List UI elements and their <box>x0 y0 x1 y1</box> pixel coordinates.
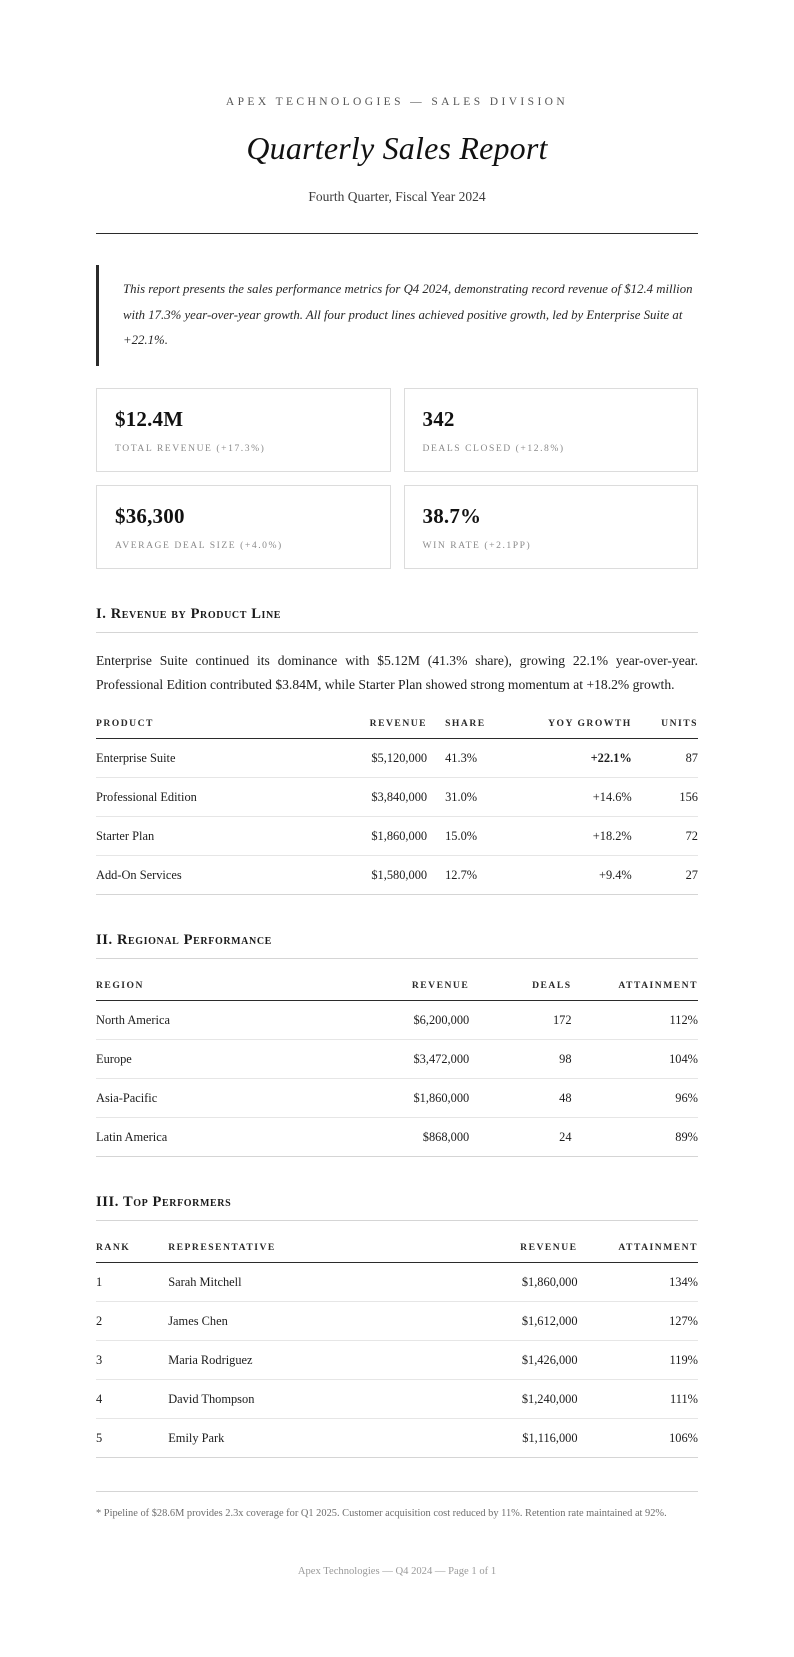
cell-name: Sarah Mitchell <box>168 1263 433 1302</box>
column-header-revenue: REVENUE <box>337 980 469 1001</box>
regional-performance-table <box>96 980 698 1157</box>
cell-region: North America <box>96 1001 337 1040</box>
cell-rank: 1 <box>96 1263 168 1302</box>
column-header-deals: DEALS <box>469 980 571 1001</box>
column-header-revenue: REVENUE <box>319 718 427 739</box>
cell-revenue: $1,116,000 <box>433 1419 577 1458</box>
kpi-value: 342 <box>422 406 455 431</box>
cell-name: David Thompson <box>168 1380 433 1419</box>
cell-yoy-growth: +18.2% <box>517 817 631 856</box>
cell-region: Europe <box>96 1040 337 1079</box>
kpi-card-grid <box>96 388 698 569</box>
cell-attainment: 127% <box>578 1302 698 1341</box>
column-header-share: SHARE <box>427 718 517 739</box>
product-revenue-table <box>96 718 698 895</box>
organization-eyebrow: APEX TECHNOLOGIES — SALES DIVISION <box>225 96 569 108</box>
kpi-label: DEALS CLOSED (+12.8%) <box>422 442 565 454</box>
table-row <box>96 856 698 895</box>
section-top-performers <box>96 1194 698 1458</box>
cell-revenue: $868,000 <box>337 1118 469 1157</box>
cell-attainment: 112% <box>572 1001 698 1040</box>
cell-yoy-growth: +14.6% <box>517 778 631 817</box>
document-masthead <box>96 0 698 205</box>
column-header-representative: REPRESENTATIVE <box>168 1242 433 1263</box>
footnote-text: * Pipeline of $28.6M provides 2.3x coverage for Q1 2025. Customer acquisition cost reduced by 11%. Retention rate maintained at 92%. <box>96 1508 667 1520</box>
cell-rank: 2 <box>96 1302 168 1341</box>
section-body-text: Enterprise Suite continued its dominance with $5.12M (41.3% share), growing 22.1% year-over-year. Professional Edition contributed $3.84M, while Starter Plan showed strong momentum at +18.2% growth. <box>96 652 698 692</box>
column-header-attainment: ATTAINMENT <box>578 1242 698 1263</box>
cell-rank: 5 <box>96 1419 168 1458</box>
section-heading <box>96 1194 698 1211</box>
cell-share: 15.0% <box>427 817 517 856</box>
section-number: III. <box>96 1194 119 1211</box>
cell-revenue: $1,580,000 <box>319 856 427 895</box>
column-header-revenue: REVENUE <box>433 1242 577 1263</box>
page-title: Quarterly Sales Report <box>246 130 548 166</box>
section-regional-performance <box>96 932 698 1157</box>
cell-name: James Chen <box>168 1302 433 1341</box>
kpi-value: $12.4M <box>115 406 184 431</box>
cell-share: 31.0% <box>427 778 517 817</box>
section-heading-label: Revenue by Product Line <box>110 605 282 622</box>
page-footer: Apex Technologies — Q4 2024 — Page 1 of 1 <box>297 1566 497 1578</box>
kpi-label: WIN RATE (+2.1PP) <box>422 539 532 551</box>
kpi-card-deals-closed <box>404 388 699 472</box>
cell-units: 72 <box>632 817 698 856</box>
cell-revenue: $1,240,000 <box>433 1380 577 1419</box>
table-row <box>96 739 698 778</box>
table-row <box>96 1118 698 1157</box>
cell-product: Add-On Services <box>96 856 319 895</box>
cell-revenue: $3,472,000 <box>337 1040 469 1079</box>
kpi-label: AVERAGE DEAL SIZE (+4.0%) <box>115 539 283 551</box>
cell-attainment: 134% <box>578 1263 698 1302</box>
section-divider <box>96 1220 698 1221</box>
cell-units: 156 <box>632 778 698 817</box>
cell-product: Starter Plan <box>96 817 319 856</box>
cell-attainment: 104% <box>572 1040 698 1079</box>
table-row <box>96 1380 698 1419</box>
cell-rank: 4 <box>96 1380 168 1419</box>
cell-deals: 24 <box>469 1118 571 1157</box>
masthead-divider <box>96 233 698 234</box>
cell-share: 41.3% <box>427 739 517 778</box>
cell-yoy-growth: +22.1% <box>517 739 631 778</box>
section-revenue-by-product-line <box>96 606 698 895</box>
cell-attainment: 119% <box>578 1341 698 1380</box>
cell-name: Maria Rodriguez <box>168 1341 433 1380</box>
cell-attainment: 96% <box>572 1079 698 1118</box>
cell-revenue: $1,860,000 <box>319 817 427 856</box>
table-header-row <box>96 718 698 739</box>
cell-units: 87 <box>632 739 698 778</box>
cell-attainment: 106% <box>578 1419 698 1458</box>
column-header-attainment: ATTAINMENT <box>572 980 698 1001</box>
kpi-value: 38.7% <box>422 503 482 528</box>
cell-deals: 98 <box>469 1040 571 1079</box>
table-row <box>96 1302 698 1341</box>
section-number: I. <box>96 605 107 622</box>
kpi-card-average-deal-size <box>96 485 391 569</box>
section-heading <box>96 606 698 623</box>
column-header-units: UNITS <box>632 718 698 739</box>
section-heading <box>96 932 698 949</box>
executive-summary <box>96 265 698 366</box>
cell-name: Emily Park <box>168 1419 433 1458</box>
footnote-divider <box>96 1491 698 1492</box>
cell-revenue: $5,120,000 <box>319 739 427 778</box>
cell-units: 27 <box>632 856 698 895</box>
table-row <box>96 1341 698 1380</box>
kpi-value: $36,300 <box>115 503 185 528</box>
table-row <box>96 1419 698 1458</box>
cell-region: Asia-Pacific <box>96 1079 337 1118</box>
cell-product: Professional Edition <box>96 778 319 817</box>
cell-revenue: $1,860,000 <box>337 1079 469 1118</box>
cell-deals: 48 <box>469 1079 571 1118</box>
cell-revenue: $6,200,000 <box>337 1001 469 1040</box>
cell-revenue: $1,612,000 <box>433 1302 577 1341</box>
column-header-region: REGION <box>96 980 337 1001</box>
section-heading-label: Regional Performance <box>116 932 272 949</box>
kpi-label: TOTAL REVENUE (+17.3%) <box>115 442 266 454</box>
cell-rank: 3 <box>96 1341 168 1380</box>
table-row <box>96 1040 698 1079</box>
cell-attainment: 111% <box>578 1380 698 1419</box>
table-header-row <box>96 980 698 1001</box>
executive-summary-text: This report presents the sales performance metrics for Q4 2024, demonstrating record revenue of $12.4 million with 17.3% year-over-year growth. All four product lines achieved positive growth, led by Enterprise Suite at +22.1%. <box>123 282 693 348</box>
section-divider <box>96 958 698 959</box>
kpi-card-win-rate <box>404 485 699 569</box>
document-subtitle: Fourth Quarter, Fiscal Year 2024 <box>308 189 486 204</box>
cell-yoy-growth: +9.4% <box>517 856 631 895</box>
column-header-product: PRODUCT <box>96 718 319 739</box>
table-row <box>96 1079 698 1118</box>
cell-revenue: $1,860,000 <box>433 1263 577 1302</box>
top-performers-table <box>96 1242 698 1458</box>
column-header-rank: RANK <box>96 1242 168 1263</box>
cell-share: 12.7% <box>427 856 517 895</box>
cell-product: Enterprise Suite <box>96 739 319 778</box>
section-heading-label: Top Performers <box>122 1194 232 1211</box>
table-row <box>96 817 698 856</box>
cell-region: Latin America <box>96 1118 337 1157</box>
cell-attainment: 89% <box>572 1118 698 1157</box>
kpi-card-total-revenue <box>96 388 391 472</box>
cell-revenue: $1,426,000 <box>433 1341 577 1380</box>
column-header-yoy-growth: YOY GROWTH <box>517 718 631 739</box>
table-row <box>96 1263 698 1302</box>
table-row <box>96 778 698 817</box>
table-row <box>96 1001 698 1040</box>
table-header-row <box>96 1242 698 1263</box>
cell-deals: 172 <box>469 1001 571 1040</box>
section-number: II. <box>96 932 113 949</box>
cell-revenue: $3,840,000 <box>319 778 427 817</box>
section-divider <box>96 632 698 633</box>
